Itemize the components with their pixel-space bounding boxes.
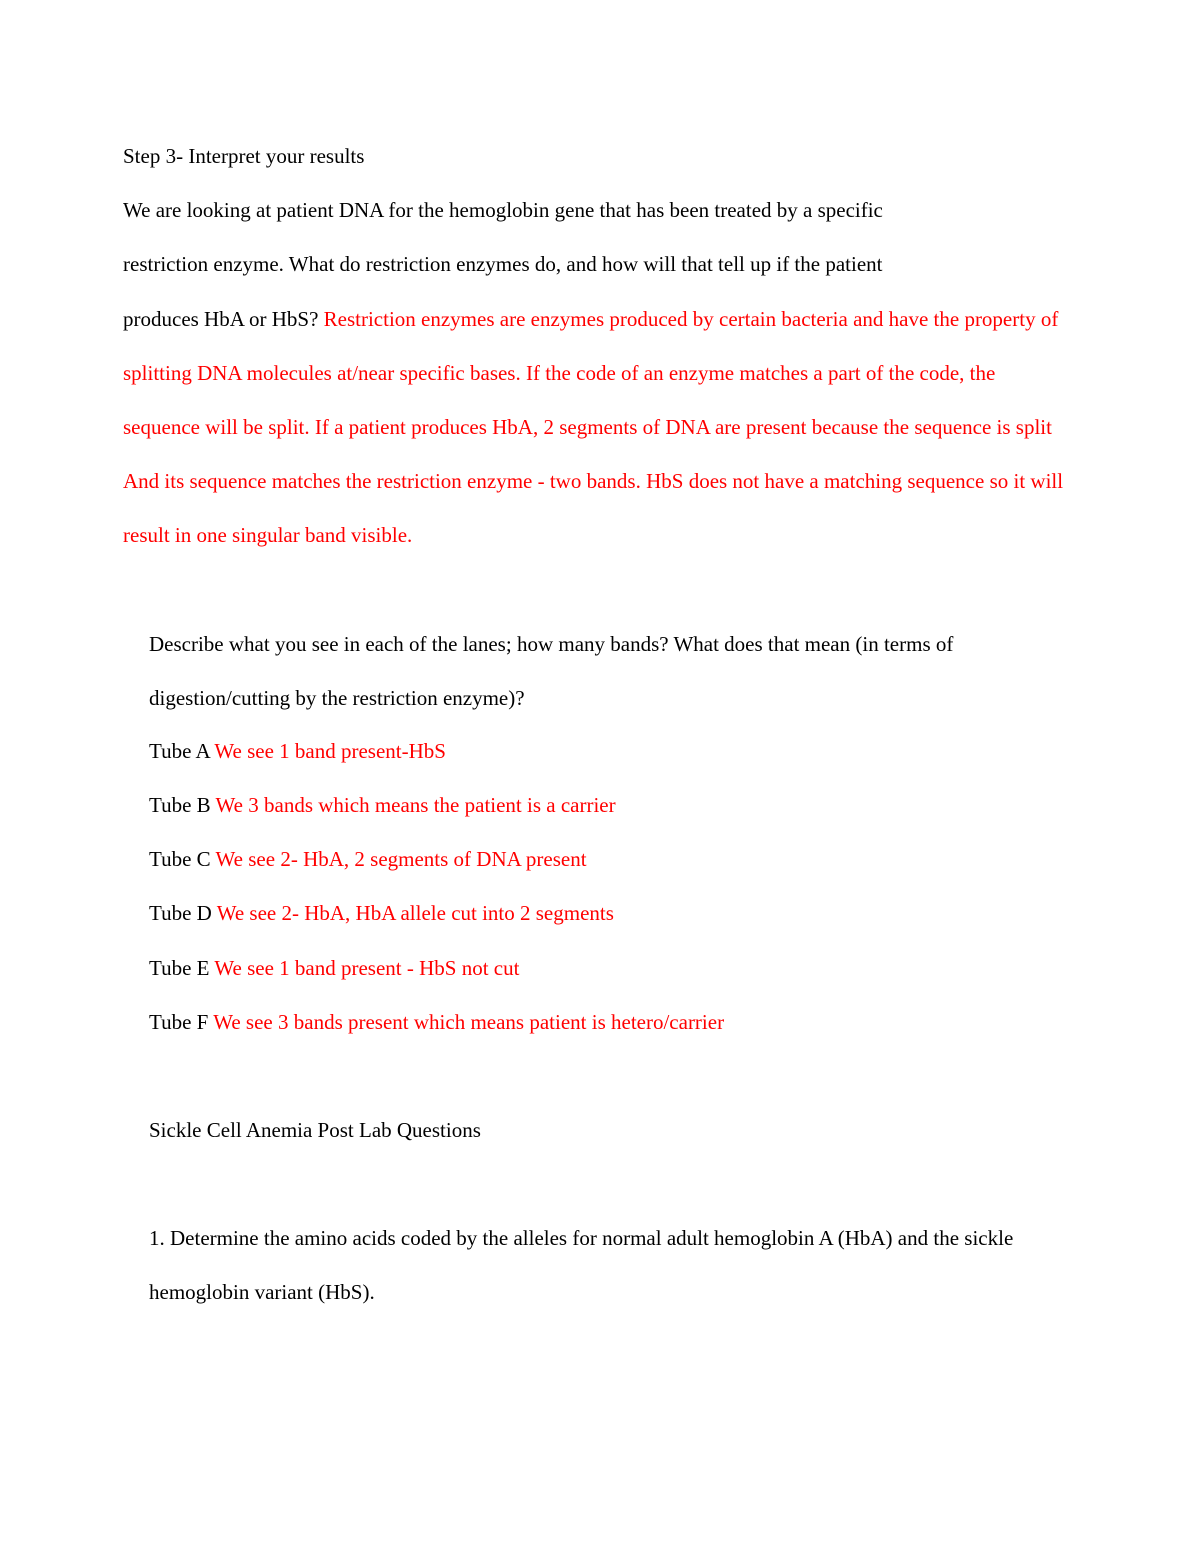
step3-answer-line-4: And its sequence matches the restriction enzyme - two bands. HbS does not have a matching sequence so it will — [123, 469, 1064, 493]
tube-answer: We see 2- HbA, HbA allele cut into 2 segments — [216, 901, 614, 925]
tube-answer: We see 2- HbA, 2 segments of DNA present — [215, 847, 587, 871]
tube-row — [149, 1009, 724, 1035]
tube-row — [149, 900, 614, 926]
tube-label: Tube D — [149, 901, 212, 925]
tube-row — [149, 846, 587, 872]
tube-answer: We see 3 bands present which means patient is hetero/carrier — [213, 1010, 725, 1034]
tube-row — [149, 792, 616, 818]
step3-answer-line-2: splitting DNA molecules at/near specific bases. If the code of an enzyme matches a part of the code, the — [123, 361, 996, 385]
tube-answer: We 3 bands which means the patient is a carrier — [215, 793, 616, 817]
step3-question-line-1: We are looking at patient DNA for the hemoglobin gene that has been treated by a specific — [123, 198, 883, 222]
post-lab-question-1-line-2: hemoglobin variant (HbS). — [149, 1280, 375, 1304]
lanes-question-line-1: Describe what you see in each of the lanes; how many bands? What does that mean (in terms of — [149, 632, 954, 656]
step3-question-line-3 — [123, 306, 1058, 332]
tube-label: Tube A — [149, 739, 210, 763]
post-lab-title: Sickle Cell Anemia Post Lab Questions — [149, 1118, 481, 1142]
step3-question-line-2: restriction enzyme. What do restriction enzymes do, and how will that tell up if the patient — [123, 252, 883, 276]
tube-answer: We see 1 band present - HbS not cut — [214, 956, 520, 980]
tube-row — [149, 738, 446, 764]
tube-answer: We see 1 band present-HbS — [214, 739, 446, 763]
step3-heading: Step 3- Interpret your results — [123, 144, 365, 168]
step3-answer-line-5: result in one singular band visible. — [123, 523, 413, 547]
tube-label: Tube C — [149, 847, 211, 871]
lanes-question-line-2: digestion/cutting by the restriction enzyme)? — [149, 686, 525, 710]
step3-question-prefix: produces HbA or HbS? — [123, 307, 319, 331]
step3-answer-line-1: Restriction enzymes are enzymes produced by certain bacteria and have the property of — [323, 307, 1059, 331]
post-lab-question-1-line-1: 1. Determine the amino acids coded by the alleles for normal adult hemoglobin A (HbA) and the sickle — [149, 1226, 1014, 1250]
tube-label: Tube F — [149, 1010, 209, 1034]
step3-answer-line-3: sequence will be split. If a patient produces HbA, 2 segments of DNA are present because the sequence is split — [123, 415, 1052, 439]
tube-label: Tube E — [149, 956, 210, 980]
tube-row — [149, 955, 519, 981]
tube-label: Tube B — [149, 793, 211, 817]
